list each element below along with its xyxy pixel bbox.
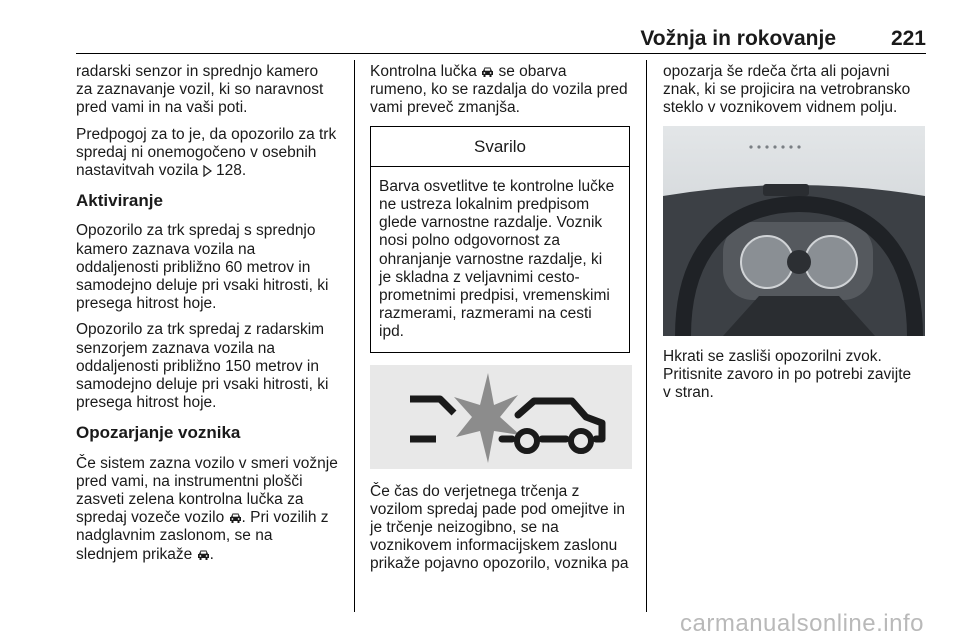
column-divider bbox=[646, 60, 647, 612]
paragraph bbox=[76, 126, 344, 181]
paragraph-text: . Pri vozilih z nadglavnim zaslonom, se na slednjem prikaže bbox=[76, 509, 329, 563]
section-heading-driver-alert: Opozarjanje voznika bbox=[76, 423, 241, 443]
paragraph: Hkrati se zasliši opozorilni zvok. Pritisnite zavoro in po potrebi zavijte v stran. bbox=[663, 347, 912, 402]
paragraph-text: se obarva rumeno, ko se razdalja do vozila pred vami preveč zmanjša. bbox=[370, 63, 628, 117]
page-number: 221 bbox=[890, 27, 926, 50]
page-title: Vožnja in rokovanje bbox=[640, 27, 836, 50]
car-front-icon bbox=[229, 512, 242, 524]
collision-illustration bbox=[370, 365, 632, 469]
triangle-ref-icon bbox=[203, 165, 212, 177]
paragraph bbox=[370, 63, 635, 118]
column-right bbox=[663, 63, 928, 410]
dashboard-photo bbox=[663, 126, 925, 336]
page-ref[interactable]: 128. bbox=[215, 162, 247, 180]
paragraph bbox=[76, 455, 344, 564]
warning-box bbox=[370, 126, 630, 353]
watermark: carmanualsonline.info bbox=[680, 610, 924, 637]
paragraph-text: Predpogoj za to je, da opozorilo za trk spredaj ni onemogočeno v osebnih nastavitvah vozila bbox=[76, 125, 337, 180]
warning-title: Svarilo bbox=[371, 127, 629, 167]
collision-warning-graphic bbox=[370, 365, 632, 469]
paragraph-text: Kontrolna lučka bbox=[370, 63, 482, 80]
column-left bbox=[76, 63, 344, 572]
paragraph: Opozorilo za trk spredaj z radarskim senzorjem zaznava vozila na oddaljenosti približno 150 metrov in samodejno deluje pri vsaki hitrosti, ki presega hitrost hoje. bbox=[76, 321, 329, 412]
paragraph-text: . bbox=[209, 545, 214, 563]
paragraph: radarski senzor in sprednjo kamero za zaznavanje vozil, ki so naravnost pred vami in na vaši poti. bbox=[76, 63, 324, 117]
section-heading-activation: Aktiviranje bbox=[76, 191, 163, 211]
column-divider bbox=[354, 60, 355, 612]
paragraph: opozarja še rdeča črta ali pojavni znak, ki se projicira na vetrobransko steklo v voznikovem vidnem polju. bbox=[663, 63, 911, 117]
column-middle bbox=[370, 63, 635, 582]
paragraph: Opozorilo za trk spredaj s sprednjo kamero zaznava vozila na oddaljenosti približno 60 metrov in samodejno deluje pri vsaki hitrosti, ki presega hitrost hoje. bbox=[76, 222, 329, 313]
warning-body: Barva osvetlitve te kontrolne lučke ne ustreza lokalnim predpisom glede varnostne razdalje. Voznik nosi polno odgovornost za ohranjanje varnostne razdalje, ki je skladna z veljavnimi cesto- prometnimi predpisi, vremenskimi razmerami, razmerami na cesti ipd. bbox=[379, 177, 615, 341]
paragraph: Če čas do verjetnega trčenja z vozilom spredaj pade pod omejitve in je trčenje neizogibno, se na voznikovem informacijskem zaslonu prikaže pojavno opozorilo, voznika pa bbox=[370, 482, 629, 573]
car-front-icon bbox=[197, 549, 210, 561]
page-header bbox=[76, 27, 926, 54]
windshield-dashboard-image bbox=[663, 126, 925, 336]
paragraph-text: Če sistem zazna vozilo v smeri vožnje pred vami, na instrumentni plošči zasveti zelena kontrolna lučka za spredaj vozeče vozilo bbox=[76, 454, 338, 527]
car-front-icon bbox=[481, 66, 494, 78]
